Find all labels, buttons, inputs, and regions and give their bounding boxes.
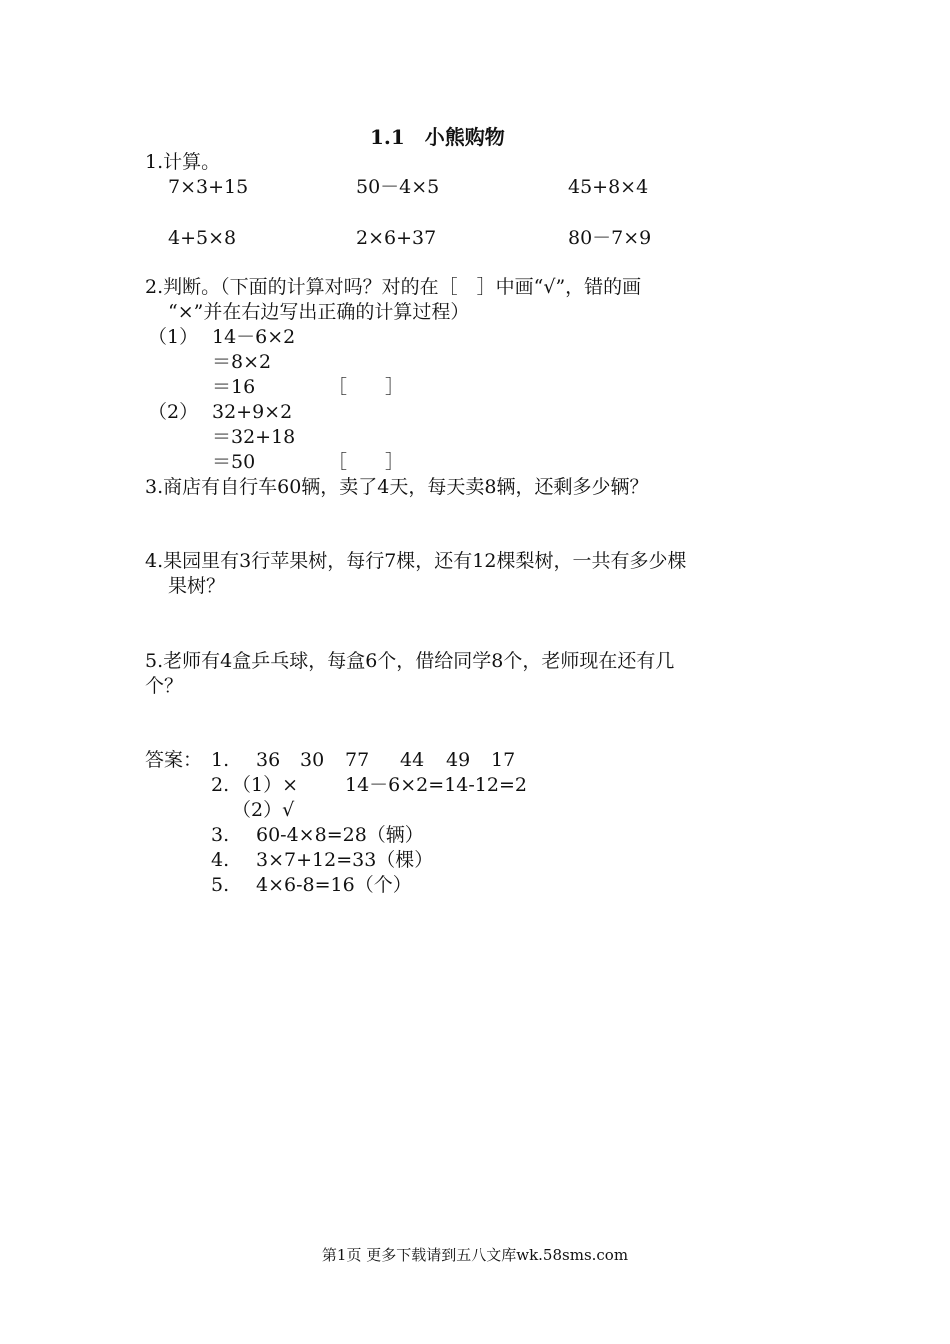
page-footer: 第1页 更多下载请到五八文库wk.58sms.com — [321, 1246, 629, 1264]
answer-3-number: 3. — [211, 824, 230, 846]
q1-expr-6: 80－7×9 — [568, 227, 652, 249]
answers-label: 答案： — [145, 749, 203, 771]
q1-label: 1.计算。 — [145, 151, 221, 173]
q1-expr-3: 45+8×4 — [568, 176, 649, 198]
page-title: 1.1 小熊购物 — [370, 125, 505, 149]
q2-part2-bracket: ［ ］ — [328, 451, 405, 473]
q2-part1-label: （1） — [148, 326, 199, 348]
answer-1-value: 36 — [256, 749, 281, 771]
q2-part2-step2: ＝32+18 — [212, 426, 296, 448]
q5-text-line1: 5.老师有4盒乒乓球，每盒6个，借给同学8个，老师现在还有几 — [145, 650, 675, 672]
q2-part2-step1: 32+9×2 — [212, 401, 293, 423]
q2-part2-label: （2） — [148, 401, 199, 423]
answer-2-part1: （1）× — [232, 774, 299, 796]
answer-5-number: 5. — [211, 874, 230, 896]
q2-instruction-line1: 2.判断。（下面的计算对吗？对的在［ ］中画“√”，错的画 — [145, 276, 642, 298]
q2-part1-step2: ＝8×2 — [212, 351, 272, 373]
answer-4-number: 4. — [211, 849, 230, 871]
answer-1-value: 77 — [345, 749, 370, 771]
q2-part1-step1: 14－6×2 — [212, 326, 296, 348]
q4-text-line1: 4.果园里有3行苹果树，每行7棵，还有12棵梨树，一共有多少棵 — [145, 550, 687, 572]
q2-instruction-line2: “×”并在右边写出正确的计算过程） — [168, 301, 470, 323]
q1-expr-1: 7×3+15 — [168, 176, 249, 198]
q1-expr-2: 50－4×5 — [356, 176, 440, 198]
answer-1-value: 49 — [446, 749, 471, 771]
q3-text: 3.商店有自行车60辆，卖了4天，每天卖8辆，还剩多少辆？ — [145, 476, 649, 498]
q2-part1-step3: ＝16 — [212, 376, 256, 398]
answer-1-number: 1. — [211, 749, 230, 771]
answer-1-value: 17 — [491, 749, 516, 771]
answer-3-text: 60-4×8=28（辆） — [256, 824, 424, 846]
q4-text-line2: 果树？ — [168, 575, 226, 597]
q2-part1-bracket: ［ ］ — [328, 376, 405, 398]
answer-1-value: 44 — [400, 749, 425, 771]
answer-2-part2: （2）√ — [232, 799, 295, 821]
q5-text-line2: 个？ — [145, 675, 184, 697]
answer-2-part1-work: 14－6×2=14-12=2 — [345, 774, 527, 796]
answer-5-text: 4×6-8=16（个） — [256, 874, 412, 896]
q1-expr-5: 2×6+37 — [356, 227, 437, 249]
q1-expr-4: 4+5×8 — [168, 227, 237, 249]
answer-4-text: 3×7+12=33（棵） — [256, 849, 434, 871]
answer-2-number: 2. — [211, 774, 230, 796]
answer-1-value: 30 — [300, 749, 325, 771]
q2-part2-step3: ＝50 — [212, 451, 256, 473]
